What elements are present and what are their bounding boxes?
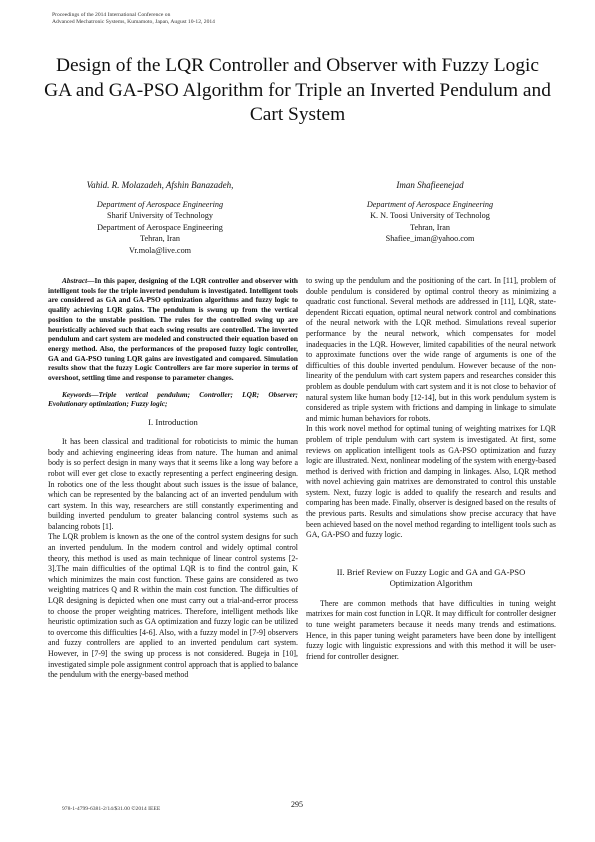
abstract-label: Abstract (62, 276, 88, 285)
author-names-left: Vahid. R. Molazadeh, Afshin Banazadeh, (86, 180, 234, 190)
keywords: Keywords—Triple vertical pendulum; Controller; LQR; Observer; Evolutionary optimization; Fuzzy logic; (48, 389, 298, 409)
author-block-right (330, 180, 530, 245)
intro-paragraph-2: The LQR problem is known as the one of the control system designs for such an inverted pendulum. In the modern control and widely optimal control theory, this method is used as main technique of linear control systems [2-3].The main difficulties of the optimal LQR is to find the control gain, K which minimizes the main cost function. These gains are considered as two weighting matrices Q and R within the main cost function. The difficulties of LQR designing is depicted when one must carry out a trial-and-error process to choose the proper weighting matrices. Therefore, intelligent methods like heuristic optimization such as GA optimization and fuzzy logic can be utilized to overcome this difficulties [4-6]. Also, with a fuzzy model in [7-9] observers and fuzzy controllers are applied to an inverted pendulum cart system. However, in [7-9] the swing up process is not considered. Bugeja in [10], investigated simple pole assignment control approach that is applied to balance the pendulum with the energy-based method (48, 532, 298, 680)
section2-heading-line2: Optimization Algorithm (389, 577, 473, 588)
section-heading-review (306, 567, 556, 589)
author-affil2-left: Department of Aerospace Engineering (97, 222, 223, 232)
author-affil1-right: K. N. Toosi University of Technolog (370, 211, 490, 221)
page-number: 295 (291, 800, 303, 809)
review-paragraph-1: There are common methods that have difficulties in tuning weight matrixes for main cost function in LQR. It may difficult for controller designer to tune weight parameters because it needs many trends and estimations. Hence, in this paper tuning weight parameters have been done by intelligent fuzzy logic with linguistic expressions and with this method it will be user-friend for controller designer. (306, 598, 556, 661)
intro-paragraph-1: It has been classical and traditional for roboticists to mimic the human body and achieving engineering ideas from nature. The human and animal body is so perfect design in many ways that it seems like a long way before a robot will ever get close to exactly representing a perfect engineering design. In robotics one of the less thought about such issues is the issue of balance, which can be represented by the balancing act of an inverted pendulum with cart system. In this way, researchers are still constantly experimenting and building inverted pendulum to greater balancing control systems such as balancing robots [1]. (48, 437, 298, 531)
abstract (48, 276, 298, 383)
author-email-left[interactable]: Vr.mola@live.com (128, 245, 192, 255)
header-line-1: Proceedings of the 2014 International Conference on (52, 12, 171, 18)
author-city-right: Tehran, Iran (410, 222, 450, 232)
author-block-left (60, 180, 260, 257)
section-heading-introduction: I. Introduction (148, 417, 198, 428)
left-column (48, 276, 298, 681)
author-affil1-left: Sharif University of Technology (107, 211, 213, 221)
right-paragraph-2: In this work novel method for optimal tuning of weighting matrixes for LQR problem of triple pendulum with cart system is investigated. At first, some reviews on application intelligent tools as GA-PSO optimization and fuzzy logic are illustrated. Next, nonlinear modeling of the system with energy-based method is derived with friction and damping in linkages. Also, LQR method with novel achieving gain matrixes are demonstrated to control this unstable system. Next, fuzzy logic is added to qualify the research and results and comparing has been made. Finally, observer is designed based on the results of the previous parts. Results and simulations show precise accuracy that have been achieved based on the novel method regarding to intelligent tools such as GA, GA-PSO and fuzzy logic. (306, 424, 556, 540)
author-dept-right: Department of Aerospace Engineering (366, 199, 494, 209)
author-names-right: Iman Shafieenejad (396, 180, 464, 190)
section2-heading-line1: II. Brief Review on Fuzzy Logic and GA and GA-PSO (336, 566, 526, 577)
right-paragraph-1: to swing up the pendulum and the positioning of the cart. In [11], problem of double pendulum is considered by optimal control theory as minimizing a quadratic cost functional. Several methods are addressed in [11], LQR, state-dependent Riccati equation, optimal neural network control and combinations of the neural network with the LQR method. Simulations reveal superior performance by the neural network, which compensates for model inadequacies in the LQR. However, limited capabilities of the neural network to approximate functions over the wide range of arguments is one of the difficulties of this double inverted pendulum. However because of the non-linearity of the pendulum with cart system papers and researches consider this problem as double pendulum with cart system and it is not close to behavior of natural system like human body [12-14], but in this work pendulum system is considered as triple system with frictions and damping in linkage to simulate and mimic human behaviors for robots. (306, 276, 556, 423)
isbn-footer: 978-1-4799-6381-2/14/$31.00 ©2014 IEEE (62, 806, 161, 812)
author-city-left: Tehran, Iran (140, 234, 180, 244)
abstract-text: —In this paper, designing of the LQR controller and observer with intelligent tools for the triple inverted pendulum is investigated. Intelligent tools are considered as GA and GA-PSO optimization algorithms and fuzzy logic to qualify achieving LQR gains. The pendulum is swung up from the vertical position to the unstable position. The rules for the controlled swing up are heuristically achieved such that each swing results are controlled. The inverted pendulum and cart system are modeled and constructed their equation based on energy method. Also, the performances of the proposed fuzzy logic controller, GA and GA-PSO tuning LQR gains are investigated and compared. Simulation results show that the fuzzy Logic Controllers are far more superior in terms of overshoot, settling time and response to parameter changes. (48, 276, 298, 383)
conference-header (52, 12, 215, 26)
paper-title: Design of the LQR Controller and Observer with Fuzzy Logic GA and GA-PSO Algorithm for Triple an Inverted Pendulum and Cart System (44, 55, 551, 125)
right-column (306, 276, 556, 662)
header-line-2: Advanced Mechatronic Systems, Kumamoto, Japan, August 10-12, 2014 (52, 19, 215, 25)
author-dept-left: Department of Aerospace Engineering (96, 199, 224, 209)
author-email-right[interactable]: Shafiee_iman@yahoo.com (385, 234, 475, 244)
